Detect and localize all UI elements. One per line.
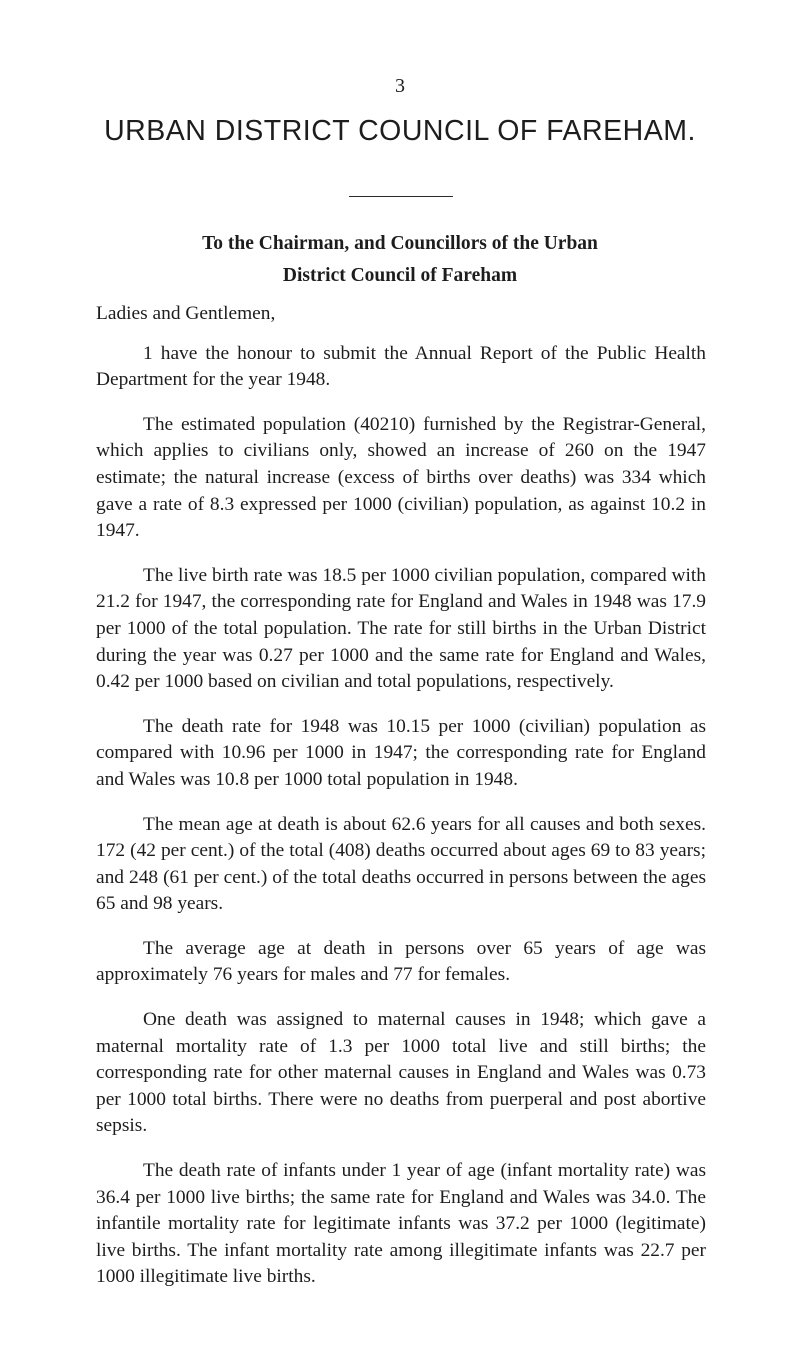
paragraph-average-age: The average age at death in persons over 65 years of age was approximately 76 years for males and 77 for females. bbox=[96, 937, 706, 986]
report-body bbox=[96, 301, 706, 1291]
paragraph-population: The estimated population (40210) furnished by the Registrar-General, which applies to civilians only, showed an increase of 260 on the 1947 estimate; the natural increase (excess of births over deaths) was 334 which gave a rate of 8.3 expressed per 1000 (civilian) population, as against 10.2 in 1947. bbox=[96, 413, 706, 542]
salutation: Ladies and Gentlemen, bbox=[96, 303, 276, 324]
page-number: 3 bbox=[395, 75, 405, 97]
paragraph-intro: 1 have the honour to submit the Annual Report of the Public Health Department for the year 1948. bbox=[96, 342, 706, 391]
addressee-line-1: To the Chairman, and Councillors of the Urban bbox=[202, 233, 598, 254]
council-title: URBAN DISTRICT COUNCIL OF FAREHAM. bbox=[104, 115, 696, 147]
paragraph-birth-rate: The live birth rate was 18.5 per 1000 civilian population, compared with 21.2 for 1947, the corresponding rate for England and Wales in 1948 was 17.9 per 1000 of the total population. The rate for still births in the Urban District during the year was 0.27 per 1000 and the same rate for England and Wales, 0.42 per 1000 based on civilian and total populations, respectively. bbox=[96, 564, 706, 693]
title-divider bbox=[349, 196, 453, 197]
paragraph-maternal: One death was assigned to maternal causes in 1948; which gave a maternal mortality rate of 1.3 per 1000 total live and still births; the corresponding rate for other maternal causes in England and Wales was 0.73 per 1000 total births. There were no deaths from puerperal and post abortive sepsis. bbox=[96, 1009, 706, 1137]
paragraph-mean-age: The mean age at death is about 62.6 years for all causes and both sexes. 172 (42 per cent.) of the total (408) deaths occurred about ages 69 to 83 years; and 248 (61 per cent.) of the total deaths occurred in persons between the ages 65 and 98 years. bbox=[96, 813, 706, 915]
paragraph-infant-mortality: The death rate of infants under 1 year of age (infant mortality rate) was 36.4 per 1000 live births; the same rate for England and Wales was 34.0. The infantile mortality rate for legitimate infants was 37.2 per 1000 (legitimate) live births. The infant mortality rate among illegitimate infants was 22.7 per 1000 illegitimate live births. bbox=[96, 1160, 706, 1288]
paragraph-death-rate: The death rate for 1948 was 10.15 per 1000 (civilian) population as compared with 10.96 per 1000 in 1947; the corresponding rate for England and Wales was 10.8 per 1000 total population in 1948. bbox=[96, 715, 706, 790]
addressee-line-2: District Council of Fareham bbox=[282, 265, 518, 286]
addressee-block bbox=[150, 228, 650, 292]
